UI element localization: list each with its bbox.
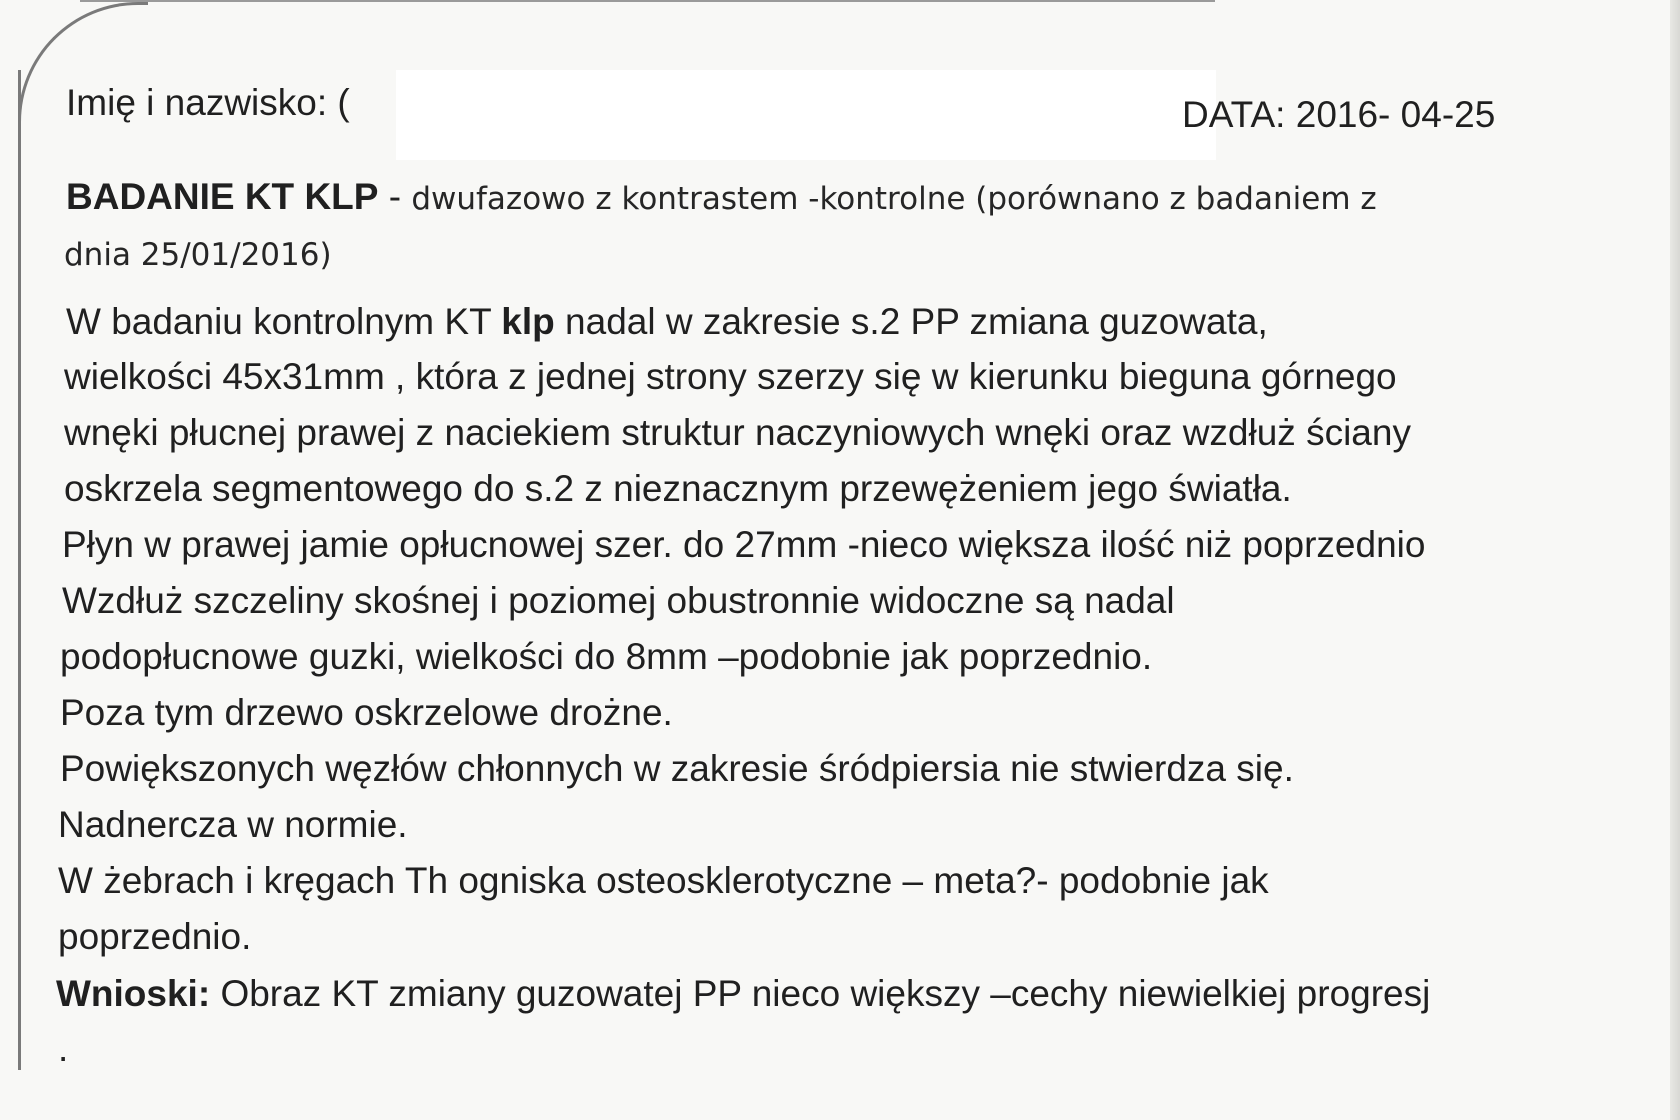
patient-name-line xyxy=(66,84,350,121)
paper-right-edge xyxy=(1670,0,1680,1120)
findings-line: W żebrach i kręgach Th ogniska osteosklerotyczne – meta?- podobnie jak xyxy=(58,860,1269,901)
findings-line: Nadnercza w normie. xyxy=(58,804,408,845)
exam-title-continuation: dnia 25/01/2016) xyxy=(64,237,332,273)
report-date: DATA: 2016- 04-25 xyxy=(1182,94,1496,135)
findings-line: podopłucnowe guzki, wielkości do 8mm –podobnie jak poprzednio. xyxy=(60,636,1153,677)
title-dash: - xyxy=(378,176,412,217)
findings-line-1-end: nadal w zakresie s.2 PP zmiana guzowata, xyxy=(554,301,1268,342)
findings-line-1 xyxy=(66,303,1268,340)
exam-title: BADANIE KT KLP xyxy=(66,176,379,217)
paper-top-edge xyxy=(80,0,1215,2)
redacted-area xyxy=(396,70,1216,160)
findings-line: wnęki płucnej prawej z naciekiem struktur naczyniowych wnęki oraz wzdłuż ściany xyxy=(64,412,1411,453)
conclusions-label: Wnioski: xyxy=(56,973,211,1014)
findings-line: Płyn w prawej jamie opłucnowej szer. do 27mm -nieco większa ilość niż poprzednio xyxy=(62,524,1426,565)
findings-line: poprzednio. xyxy=(58,916,252,957)
name-value: ( xyxy=(337,82,350,123)
conclusions-line xyxy=(56,975,1430,1012)
conclusions-text: Obraz KT zmiany guzowatej PP nieco większy –cechy niewielkiej progresj xyxy=(210,973,1431,1014)
findings-line: Powiększonych węzłów chłonnych w zakresie śródpiersia nie stwierdza się. xyxy=(60,748,1294,789)
findings-line-1-start: W badaniu kontrolnym KT xyxy=(66,301,502,342)
name-label: Imię i nazwisko: xyxy=(66,82,328,123)
paper-left-edge xyxy=(18,70,21,1070)
findings-line: Wzdłuż szczeliny skośnej i poziomej obustronnie widoczne są nadal xyxy=(62,580,1175,621)
conclusions-trailing-dot: . xyxy=(58,1028,69,1069)
exam-description: dwufazowo z kontrastem -kontrolne (porównano z badaniem z xyxy=(411,181,1377,217)
findings-line: oskrzela segmentowego do s.2 z nieznacznym przewężeniem jego światła. xyxy=(64,468,1292,509)
exam-title-line xyxy=(66,178,1377,215)
findings-line: Poza tym drzewo oskrzelowe drożne. xyxy=(60,692,673,733)
findings-line: wielkości 45x31mm , która z jednej strony szerzy się w kierunku bieguna górnego xyxy=(64,356,1397,397)
findings-line-1-bold: klp xyxy=(501,301,555,342)
